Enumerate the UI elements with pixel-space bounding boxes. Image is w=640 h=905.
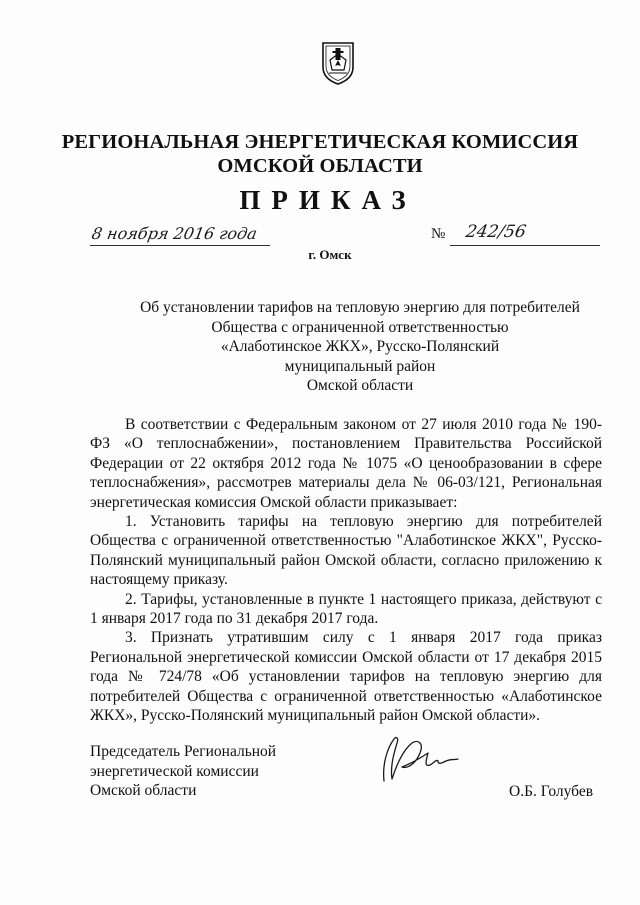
signatory-title-line: энергетической комиссии [90,762,259,780]
subject-line: Общества с ограниченной ответственностью [211,318,509,336]
clause-3: 3. Признать утратившим силу с 1 января 2017 года приказ Региональной энергетической комиссии Омской области от 17 декабря 2015 года № 724/78 «Об установлении тарифов на тепловую энергию для потребителей Общества с ограниченной ответственностью «Алаботинское ЖКХ», Русско-Полянский муниципальный район Омской области». [90,629,602,725]
omsk-coat-of-arms-icon [320,40,356,86]
org-title-line-1: РЕГИОНАЛЬНАЯ ЭНЕРГЕТИЧЕСКАЯ КОМИССИЯ [61,131,579,153]
date-underline [90,245,270,246]
handwritten-signature [372,733,462,788]
number-sign: № [431,226,446,242]
number-underline [450,245,600,246]
order-title: ПРИКАЗ [239,185,417,215]
clause-2: 2. Тарифы, установленные в пункте 1 настоящего приказа, действуют с 1 января 2017 года по 31 декабря 2017 года. [90,590,602,628]
signatory-title-line: Омской области [90,782,197,799]
subject-line: «Алаботинское ЖКХ», Русско-Полянский [220,338,500,355]
handwritten-date: 8 ноября 2016 года [90,224,259,243]
order-subject [120,298,600,396]
city-label: г. Омск [308,247,352,262]
preamble-paragraph: В соответствии с Федеральным законом от 27 июля 2010 года № 190-ФЗ «О теплоснабжении», постановлением Правительства Российской Федерации от 22 октября 2012 года № 1075 «О ценообразовании в сфере теплоснабжения», рассмотрев материалы дела № 06-03/121, Региональная энергетическая комиссия Омской области приказывает: [90,416,602,511]
handwritten-order-number: 242/56 [464,222,528,242]
signatory-title [90,742,276,801]
order-body [90,415,602,726]
subject-line: Омской области [306,377,414,394]
subject-line: Об установлении тарифов на тепловую энергию для потребителей [140,299,580,316]
clause-1: 1. Установить тарифы на тепловую энергию для потребителей Общества с ограниченной ответственностью "Алаботинское ЖКХ", Русско-Полянский муниципальный район Омской области, согласно приложению к настоящему приказу. [90,513,602,589]
org-title-line-2: ОМСКОЙ ОБЛАСТИ [217,155,423,177]
signatory-name: О.Б. Голубев [509,783,594,800]
signatory-title-line: Председатель Региональной [90,743,277,760]
subject-line: муниципальный район [284,357,436,375]
